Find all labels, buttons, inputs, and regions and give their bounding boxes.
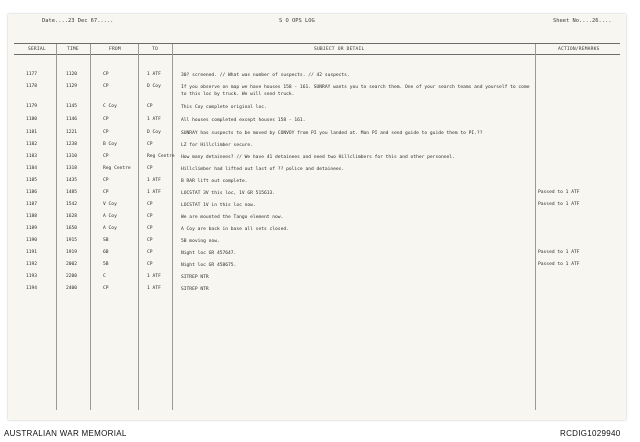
- from-cell: CP: [103, 154, 109, 159]
- to-cell: CP: [147, 214, 153, 219]
- to-cell: CP: [147, 262, 153, 267]
- time-cell: 1318: [66, 166, 78, 171]
- sheet-number-field: [553, 18, 611, 24]
- from-cell: C Coy: [103, 104, 117, 109]
- subject-cell: Night loc GR 457647.: [181, 251, 237, 256]
- action-cell: Passed to 1 ATF: [538, 250, 580, 255]
- serial-cell: 1193: [26, 274, 38, 279]
- subject-cell: Hillclimber had lifted out last of ?? police and detainees.: [181, 167, 345, 172]
- to-cell: D Coy: [147, 84, 161, 89]
- from-cell: C: [103, 274, 106, 279]
- from-cell: CP: [103, 190, 109, 195]
- from-cell: CP: [103, 117, 109, 122]
- log-row: [8, 250, 626, 260]
- subject-cell: SITREP NTR: [181, 287, 209, 292]
- log-row: [8, 130, 626, 140]
- subject-cell: How many detainees? // We have 41 detainees and need two Hillclimbers for this and other personnel.: [181, 155, 455, 160]
- column-header-action: ACTION/REMARKS: [558, 47, 600, 52]
- serial-cell: 1186: [26, 190, 38, 195]
- serial-cell: 1184: [26, 166, 38, 171]
- time-cell: 1310: [66, 154, 78, 159]
- to-cell: CP: [147, 226, 153, 231]
- serial-cell: 1192: [26, 262, 38, 267]
- to-cell: CP: [147, 104, 153, 109]
- to-cell: Reg Centre: [147, 154, 175, 159]
- to-cell: CP: [147, 250, 153, 255]
- serial-cell: 1179: [26, 104, 38, 109]
- time-cell: 1485: [66, 190, 78, 195]
- from-cell: CP: [103, 84, 109, 89]
- time-cell: 1435: [66, 178, 78, 183]
- action-cell: Passed to 1 ATF: [538, 262, 580, 267]
- to-cell: 1 ATF: [147, 72, 161, 77]
- time-cell: 1120: [66, 72, 78, 77]
- column-header-serial: SERIAL: [28, 47, 46, 52]
- subject-cell: All houses completed except houses 158 - 161.: [181, 118, 306, 123]
- footer-source-label: AUSTRALIAN WAR MEMORIAL: [4, 429, 127, 438]
- to-cell: 1 ATF: [147, 178, 161, 183]
- date-label: Date....: [42, 18, 68, 24]
- subject-cell: LOCSTAT 1V in this loc now.: [181, 203, 256, 208]
- from-cell: CP: [103, 286, 109, 291]
- header-top-rule: [14, 43, 620, 44]
- serial-cell: 1182: [26, 142, 38, 147]
- to-cell: 1 ATF: [147, 274, 161, 279]
- date-trail: .....: [97, 18, 114, 24]
- subject-cell: Night loc GR 458675.: [181, 263, 237, 268]
- footer-record-id: RCDIG1029940: [560, 429, 621, 438]
- to-cell: D Coy: [147, 130, 161, 135]
- serial-cell: 1190: [26, 238, 38, 243]
- subject-cell: A Coy are back in base all sets closed.: [181, 227, 289, 232]
- to-cell: CP: [147, 238, 153, 243]
- from-cell: Reg Centre: [103, 166, 131, 171]
- column-header-from: FROM: [109, 47, 121, 52]
- subject-cell: We are mounted the Tango element now.: [181, 215, 284, 220]
- log-row: [8, 166, 626, 176]
- to-cell: 1 ATF: [147, 117, 161, 122]
- log-row: [8, 274, 626, 284]
- to-cell: 1 ATF: [147, 286, 161, 291]
- from-cell: 6B: [103, 250, 109, 255]
- time-cell: 1238: [66, 142, 78, 147]
- sheet-value: 26: [591, 18, 599, 24]
- log-row: [8, 142, 626, 152]
- from-cell: CP: [103, 130, 109, 135]
- serial-cell: 1191: [26, 250, 38, 255]
- time-cell: 1650: [66, 226, 78, 231]
- serial-cell: 1181: [26, 130, 38, 135]
- subject-cell: If you observe on map we have houses 158 - 161. SUNRAY wants you to search them. One of your search teams and yourself to come to this loc by truck. We will send truck.: [181, 85, 530, 97]
- serial-cell: 1189: [26, 226, 38, 231]
- log-title: S O OPS LOG: [279, 18, 315, 24]
- action-cell: Passed to 1 ATF: [538, 190, 580, 195]
- from-cell: CP: [103, 178, 109, 183]
- serial-cell: 1183: [26, 154, 38, 159]
- serial-cell: 1178: [26, 84, 38, 89]
- serial-cell: 1177: [26, 72, 38, 77]
- sheet-trail: ....: [598, 18, 612, 24]
- log-row: [8, 104, 626, 114]
- log-row: [8, 72, 626, 82]
- date-field: [42, 18, 113, 24]
- log-row: [8, 190, 626, 200]
- to-cell: 1 ATF: [147, 190, 161, 195]
- serial-cell: 1185: [26, 178, 38, 183]
- log-row: [8, 84, 626, 100]
- subject-cell: LZ for Hillclimber secure.: [181, 143, 253, 148]
- time-cell: 2400: [66, 286, 78, 291]
- log-row: [8, 117, 626, 127]
- time-cell: 1919: [66, 250, 78, 255]
- log-sheet: [8, 14, 626, 420]
- from-cell: A Coy: [103, 226, 117, 231]
- to-cell: CP: [147, 166, 153, 171]
- action-cell: Passed to 1 ATF: [538, 202, 580, 207]
- serial-cell: 1187: [26, 202, 38, 207]
- to-cell: CP: [147, 202, 153, 207]
- time-cell: 1145: [66, 104, 78, 109]
- header-bottom-rule: [14, 54, 620, 55]
- subject-cell: 30? screened. // What was number of suspects. // 42 suspects.: [181, 73, 350, 78]
- column-header-to: TO: [152, 47, 158, 52]
- to-cell: CP: [147, 142, 153, 147]
- log-row: [8, 202, 626, 212]
- column-header-subject: SUBJECT OR DETAIL: [314, 47, 365, 52]
- sheet-label: Sheet No....: [553, 18, 592, 24]
- log-row: [8, 238, 626, 248]
- time-cell: 1146: [66, 117, 78, 122]
- from-cell: B Coy: [103, 142, 117, 147]
- subject-cell: SITREP NTR: [181, 275, 209, 280]
- subject-cell: 5B moving now.: [181, 239, 220, 244]
- log-row: [8, 226, 626, 236]
- log-row: [8, 286, 626, 296]
- subject-cell: SUNRAY has suspects to be moved by CONVOY from PI you landed at. Man PI and send guide to guide them to PI.??: [181, 131, 483, 136]
- from-cell: SB: [103, 238, 109, 243]
- log-row: [8, 178, 626, 188]
- date-value: 23 Dec 67: [67, 18, 98, 24]
- subject-cell: This Coy complete original loc.: [181, 105, 267, 110]
- time-cell: 1915: [66, 238, 78, 243]
- from-cell: 5B: [103, 262, 109, 267]
- from-cell: CP: [103, 72, 109, 77]
- time-cell: 1628: [66, 214, 78, 219]
- time-cell: 1129: [66, 84, 78, 89]
- log-row: [8, 154, 626, 164]
- time-cell: 1221: [66, 130, 78, 135]
- subject-cell: B RAR lift out complete.: [181, 179, 248, 184]
- from-cell: A Coy: [103, 214, 117, 219]
- log-row: [8, 262, 626, 272]
- from-cell: V Coy: [103, 202, 117, 207]
- serial-cell: 1180: [26, 117, 38, 122]
- serial-cell: 1188: [26, 214, 38, 219]
- time-cell: 2002: [66, 262, 78, 267]
- subject-cell: LOCSTAT 3V this loc, 1V GR 515613.: [181, 191, 276, 196]
- log-row: [8, 214, 626, 224]
- column-header-time: TIME: [67, 47, 79, 52]
- time-cell: 2200: [66, 274, 78, 279]
- serial-cell: 1194: [26, 286, 38, 291]
- time-cell: 1542: [66, 202, 78, 207]
